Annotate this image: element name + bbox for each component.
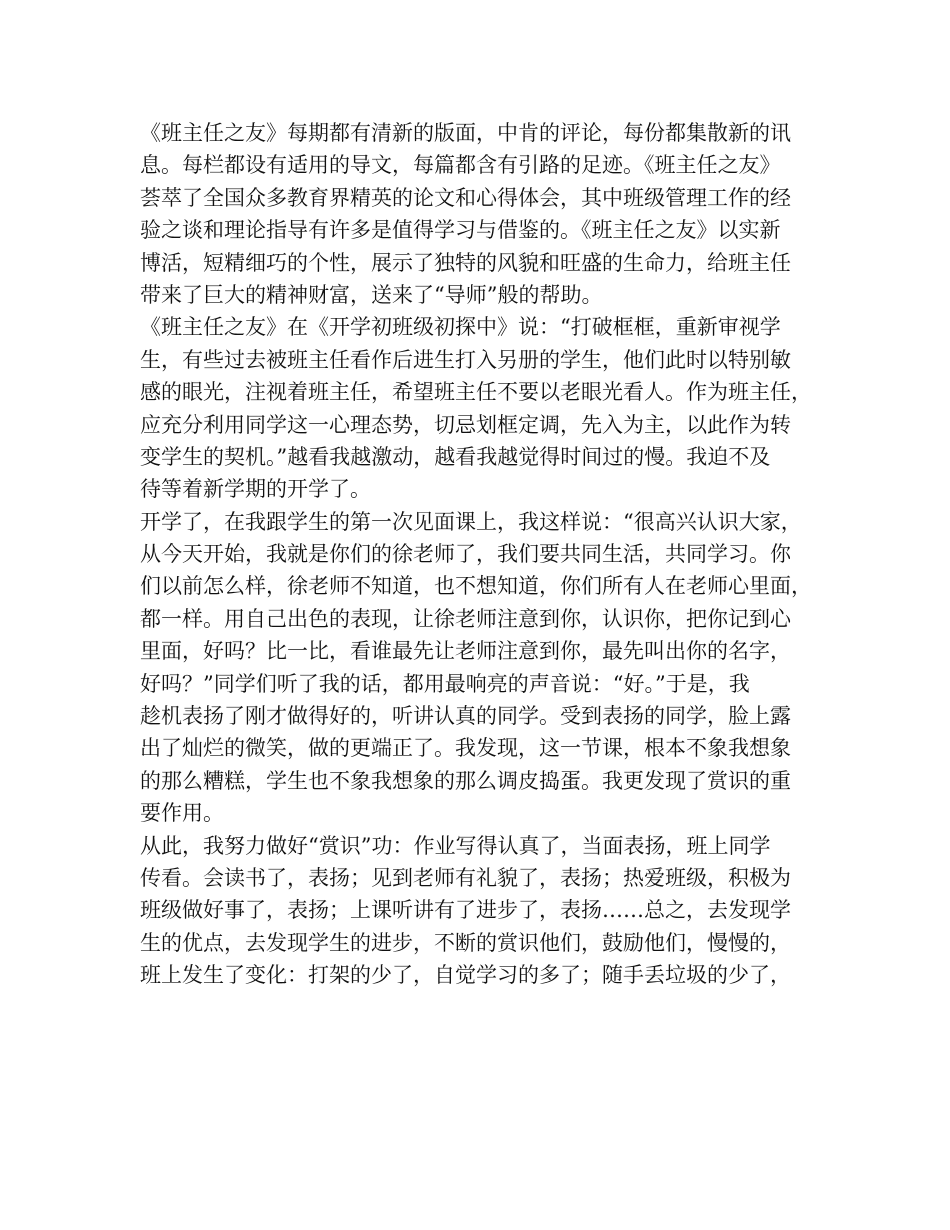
text-line: 感的眼光，注视着班主任，希望班主任不要以老眼光看人。作为班主任， — [140, 380, 812, 405]
text-line: 变学生的契机。”越看我越激动，越看我越觉得时间过的慢。我迫不及 — [140, 444, 771, 469]
text-line: 生的优点，去发现学生的进步，不断的赏识他们，鼓励他们，慢慢的， — [140, 930, 791, 955]
text-line: 趁机表扬了刚才做得好的，听讲认真的同学。受到表扬的同学，脸上露 — [140, 704, 791, 729]
text-line: 息。每栏都设有适用的导文，每篇都含有引路的足迹。《班主任之友》 — [140, 153, 781, 178]
text-line: 从此，我努力做好“赏识”功：作业写得认真了，当面表扬，班上同学 — [140, 833, 771, 858]
text-line: 班级做好事了，表扬；上课听讲有了进步了，表扬……总之，去发现学 — [140, 898, 791, 923]
text-line: 班上发生了变化：打架的少了，自觉学习的多了；随手丢垃圾的少了， — [140, 963, 791, 988]
text-line: 们以前怎么样，徐老师不知道，也不想知道，你们所有人在老师心里面， — [140, 574, 812, 599]
text-line: 应充分利用同学这一心理态势，切忌划框定调，先入为主，以此作为转 — [140, 412, 791, 437]
text-line: 生，有些过去被班主任看作后进生打入另册的学生，他们此时以特别敏 — [140, 347, 791, 372]
text-line: 带来了巨大的精神财富，送来了“导师”般的帮助。 — [140, 282, 603, 307]
text-line: 验之谈和理论指导有许多是值得学习与借鉴的。《班主任之友》以实新 — [140, 218, 781, 243]
text-line: 要作用。 — [140, 801, 224, 826]
text-line: 出了灿烂的微笑，做的更端正了。我发现，这一节课，根本不象我想象 — [140, 736, 791, 761]
text-line: 传看。会读书了，表扬；见到老师有礼貌了，表扬；热爱班级，积极为 — [140, 865, 791, 890]
text-line: 《班主任之友》每期都有清新的版面，中肯的评论，每份都集散新的讯 — [140, 121, 791, 145]
text-line: 里面，好吗？比一比，看谁最先让老师注意到你，最先叫出你的名字， — [140, 639, 791, 664]
text-line: 从今天开始，我就是你们的徐老师了，我们要共同生活，共同学习。你 — [140, 542, 791, 567]
text-line: 都一样。用自己出色的表现，让徐老师注意到你，认识你，把你记到心 — [140, 606, 791, 631]
text-line: 的那么糟糕，学生也不象我想象的那么调皮捣蛋。我更发现了赏识的重 — [140, 768, 791, 793]
text-line: 开学了，在我跟学生的第一次见面课上，我这样说：“很高兴认识大家， — [140, 509, 802, 534]
text-line: 《班主任之友》在《开学初班级初探中》说：“打破框框，重新审视学 — [140, 315, 781, 340]
document-page — [140, 117, 830, 992]
text-line: 好吗？”同学们听了我的话，都用最响亮的声音说：“好。”于是，我 — [140, 671, 750, 696]
text-line: 荟萃了全国众多教育界精英的论文和心得体会，其中班级管理工作的经 — [140, 185, 791, 210]
text-line: 待等着新学期的开学了。 — [140, 477, 371, 502]
text-line: 博活，短精细巧的个性，展示了独特的风貌和旺盛的生命力，给班主任 — [140, 250, 791, 275]
